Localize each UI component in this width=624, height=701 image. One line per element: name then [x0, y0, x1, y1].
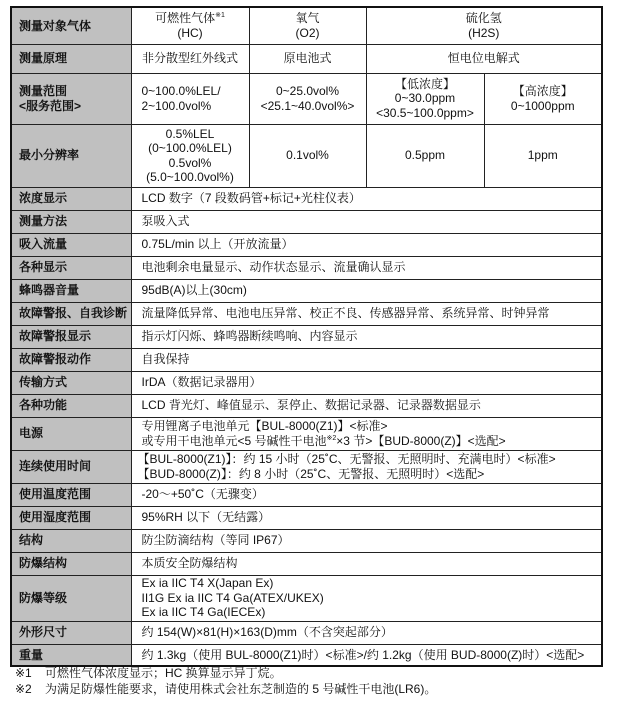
row-label: 各种功能 — [11, 394, 131, 417]
row-value: -20～+50˚C（无骤变） — [131, 483, 602, 506]
range-h2s-low-line: <30.5~100.0ppm> — [376, 105, 474, 120]
row-label: 测量方法 — [11, 210, 131, 233]
spec-row-suction-flow — [11, 233, 602, 256]
row-value: 0.75L/min 以上（开放流量） — [131, 233, 602, 256]
range-hc-cell — [131, 73, 249, 124]
row-label: 结构 — [11, 529, 131, 552]
footnote-ref: ※2 — [326, 434, 337, 442]
gas-h2s-cell — [366, 7, 602, 44]
row-value: 95%RH 以下（无结露） — [131, 506, 602, 529]
spec-row-principle — [11, 44, 602, 73]
spec-row-fault-alarm — [11, 302, 602, 325]
spec-row-dimensions — [11, 621, 602, 644]
gas-hc-formula: (HC) — [177, 25, 203, 40]
range-h2s-low-cell — [366, 73, 484, 124]
spec-row-buzzer-volume — [11, 279, 602, 302]
row-value: 约 154(W)×81(H)×163(D)mm（不含突起部分） — [131, 621, 602, 644]
spec-row-explosion-rating — [11, 575, 602, 621]
resolution-hc-line: (5.0~100.0vol%) — [146, 170, 234, 184]
power-line-text: 或专用干电池单元<5 号碱性干电池 — [141, 433, 327, 448]
runtime-cell — [131, 450, 602, 483]
spec-row-humidity-range — [11, 506, 602, 529]
spec-row-resolution — [11, 124, 602, 187]
spec-row-target-gas — [11, 7, 602, 44]
power-line: 专用锂离子电池单元【BUL-8000(Z1)】<标准> — [141, 419, 388, 433]
row-label: 故障警报、自我诊断 — [11, 302, 131, 325]
principle-o2: 原电池式 — [249, 44, 366, 73]
spec-row-runtime — [11, 450, 602, 483]
spec-row-measurement-method — [11, 210, 602, 233]
spec-table — [10, 6, 603, 667]
runtime-line: 【BUL-8000(Z1)】：约 15 小时（25˚C、无警报、无照明时、充满电时）<标准> — [137, 452, 556, 466]
range-hc-line: 2~100.0vol% — [141, 98, 212, 113]
row-label: 防爆结构 — [11, 552, 131, 575]
footnote-text: 可燃性气体浓度显示；HC 换算显示异丁烷。 — [45, 666, 282, 680]
gas-hc-name: 可燃性气体 — [155, 11, 216, 26]
spec-row-functions — [11, 394, 602, 417]
range-h2s-high-cell — [484, 73, 602, 124]
spec-row-range — [11, 73, 602, 124]
row-label-cell — [11, 73, 131, 124]
spec-row-fault-alarm-action — [11, 348, 602, 371]
gas-h2s-name: 硫化氢 — [465, 11, 502, 26]
spec-row-concentration-display — [11, 187, 602, 210]
gas-o2-cell — [249, 7, 366, 44]
row-label: 故障警报显示 — [11, 325, 131, 348]
resolution-h2s-high: 1ppm — [484, 124, 602, 187]
resolution-hc-line: 0.5%LEL — [165, 126, 215, 141]
footnote-mark: ※2 — [15, 682, 32, 696]
row-value: 防尘防滴结构（等同 IP67） — [131, 529, 602, 552]
row-label: 传输方式 — [11, 371, 131, 394]
row-value: 本质安全防爆结构 — [131, 552, 602, 575]
row-value: 自我保持 — [131, 348, 602, 371]
power-line-text: ×3 节>【BUD-8000(Z)】<选配> — [336, 433, 506, 448]
spec-row-structure — [11, 529, 602, 552]
resolution-o2: 0.1vol% — [249, 124, 366, 187]
footnote-ref: ※1 — [215, 12, 225, 20]
row-label: 重量 — [11, 644, 131, 666]
explosion-rating-line: Ex ia IIC T4 X(Japan Ex) — [141, 576, 274, 591]
row-value: 泵吸入式 — [131, 210, 602, 233]
row-value: LCD 背光灯、峰值显示、泵停止、数据记录器、记录器数据显示 — [131, 394, 602, 417]
explosion-rating-cell — [131, 575, 602, 621]
row-value: LCD 数字（7 段数码管+标记+光柱仪表） — [131, 187, 602, 210]
range-o2-cell — [249, 73, 366, 124]
row-value: 约 1.3kg（使用 BUL-8000(Z1)时）<标准>/约 1.2kg（使用 BUD-8000(Z)时）<选配> — [131, 644, 602, 666]
gas-o2-formula: (O2) — [295, 25, 320, 40]
row-label: 浓度显示 — [11, 187, 131, 210]
row-label: 测量对象气体 — [11, 7, 131, 44]
principle-hc: 非分散型红外线式 — [131, 44, 249, 73]
row-value: 流量降低异常、电池电压异常、校正不良、传感器异常、系统异常、时钟异常 — [131, 302, 602, 325]
row-value: 95dB(A)以上(30cm) — [131, 279, 602, 302]
row-label: 防爆等级 — [11, 575, 131, 621]
footnote-text: 为满足防爆性能要求，请使用株式会社东芝制造的 5 号碱性干电池(LR6)。 — [45, 682, 437, 696]
range-h2s-low-line: 0~30.0ppm — [394, 91, 456, 106]
range-o2-line: 0~25.0vol% — [275, 84, 340, 98]
row-value: IrDA（数据记录器用） — [131, 371, 602, 394]
row-label: 外形尺寸 — [11, 621, 131, 644]
resolution-hc-line: 0.5vol% — [168, 155, 212, 170]
resolution-hc-cell — [131, 124, 249, 187]
row-value: 指示灯闪烁、蜂鸣器断续鸣响、内容显示 — [131, 325, 602, 348]
range-h2s-high-title: 【高浓度】 — [512, 84, 573, 98]
row-label: 使用温度范围 — [11, 483, 131, 506]
row-label: 测量原理 — [11, 44, 131, 73]
explosion-rating-line: II1G Ex ia IIC T4 Ga(ATEX/UKEX) — [141, 590, 324, 605]
gas-hc-name-line — [132, 11, 249, 26]
power-cell — [131, 417, 602, 450]
footnote-1 — [15, 666, 282, 681]
row-label: 电源 — [11, 417, 131, 450]
gas-hc-cell — [131, 7, 249, 44]
row-sublabel: <服务范围> — [19, 98, 82, 113]
row-label: 蜂鸣器音量 — [11, 279, 131, 302]
row-label: 故障警报动作 — [11, 348, 131, 371]
spec-row-transmission — [11, 371, 602, 394]
power-line — [142, 434, 598, 449]
spec-row-explosion-structure — [11, 552, 602, 575]
row-label: 测量范围 — [19, 84, 68, 98]
range-h2s-high-line: 0~1000ppm — [510, 98, 575, 113]
spec-row-weight — [11, 644, 602, 666]
footnote-mark: ※1 — [15, 666, 32, 680]
row-label: 各种显示 — [11, 256, 131, 279]
row-label: 使用湿度范围 — [11, 506, 131, 529]
spec-row-fault-alarm-display — [11, 325, 602, 348]
spec-row-displays — [11, 256, 602, 279]
principle-h2s: 恒电位电解式 — [366, 44, 602, 73]
spec-row-temperature-range — [11, 483, 602, 506]
footnote-2 — [15, 682, 436, 697]
resolution-h2s-low: 0.5ppm — [366, 124, 484, 187]
row-value: 电池剩余电量显示、动作状态显示、流量确认显示 — [131, 256, 602, 279]
resolution-hc-line: (0~100.0%LEL) — [148, 141, 232, 155]
spec-row-power — [11, 417, 602, 450]
gas-h2s-formula: (H2S) — [468, 25, 500, 40]
row-label: 吸入流量 — [11, 233, 131, 256]
row-label: 连续使用时间 — [11, 450, 131, 483]
gas-o2-name: 氧气 — [295, 11, 320, 26]
range-o2-line: <25.1~40.0vol%> — [260, 98, 355, 113]
runtime-line: 【BUD-8000(Z)】：约 8 小时（25˚C、无警报、无照明时）<选配> — [137, 466, 485, 481]
explosion-rating-line: Ex ia IIC T4 Ga(IECEx) — [141, 605, 266, 620]
row-label: 最小分辨率 — [11, 124, 131, 187]
range-hc-line: 0~100.0%LEL/ — [141, 84, 221, 98]
range-h2s-low-title: 【低浓度】 — [394, 76, 455, 91]
